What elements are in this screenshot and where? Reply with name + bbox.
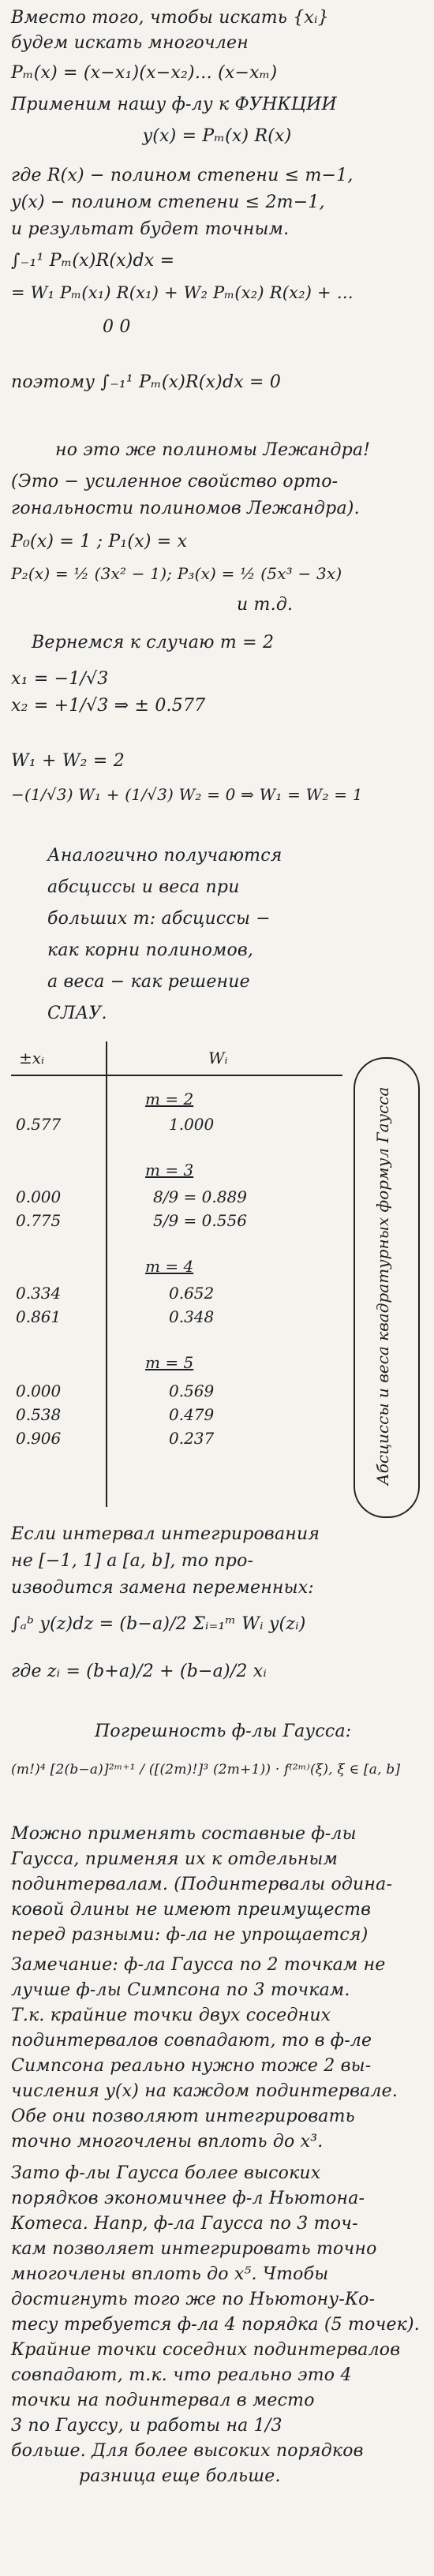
table-header-w: Wᵢ [208, 1049, 228, 1067]
table-cell-x: 0.334 [16, 1284, 62, 1303]
note-line: гональности полиномов Лежандра). [11, 499, 360, 518]
note-line: будем искать многочлен [11, 33, 249, 53]
table-m-label: m = 5 [145, 1353, 194, 1372]
note-line: больше. Для более высоких порядков [11, 2441, 364, 2461]
note-line: 0 0 [103, 317, 131, 337]
note-line: точки на подинтервал в место [11, 2391, 315, 2410]
table-cell-x: 0.000 [16, 1187, 62, 1206]
note-line: −(1/√3) W₁ + (1/√3) W₂ = 0 ⇒ W₁ = W₂ = 1 [11, 785, 363, 804]
note-line: y(x) − полином степени ≤ 2m−1, [11, 193, 325, 212]
note-line: = W₁ Pₘ(x₁) R(x₁) + W₂ Pₘ(x₂) R(x₂) + … [11, 283, 354, 302]
note-line: 3 по Гауссу, и работы на 1/3 [11, 2416, 282, 2436]
note-line: ∫ₐᵇ y(z)dz = (b−a)/2 Σᵢ₌₁ᵐ Wᵢ y(zᵢ) [11, 1614, 306, 1634]
note-line: совпадают, т.к. что реально это 4 [11, 2365, 352, 2385]
note-line: лучше ф-лы Симпсона по 3 точкам. [11, 1980, 350, 2000]
note-line: Вместо того, чтобы искать {xᵢ} [11, 8, 329, 28]
note-line: Можно применять составные ф-лы [11, 1824, 357, 1844]
note-line: но это же полиномы Лежандра! [55, 440, 371, 460]
gauss-table [11, 1041, 342, 1507]
table-cell-w: 0.348 [169, 1307, 215, 1326]
note-line: Крайние точки соседних подинтервалов [11, 2340, 401, 2360]
note-line: достигнуть того же по Ньютону-Ко- [11, 2290, 376, 2309]
note-line: точно многочлены вплоть до x³. [11, 2132, 324, 2152]
note-line: Обе они позволяют интегрировать [11, 2107, 355, 2126]
error-title: Погрешность ф-лы Гаусса: [95, 1722, 352, 1741]
table-cell-x: 0.861 [16, 1307, 62, 1326]
note-line: кам позволяет интегрировать точно [11, 2239, 377, 2259]
note-line: Применим нашу ф-лу к ФУНКЦИИ [11, 95, 337, 114]
note-line: (Это − усиленное свойство орто- [11, 472, 339, 492]
side-note-text: Абсциссы и веса квадратурных формул Гаусса [373, 1086, 392, 1486]
note-line: подинтервалов совпадают, то в ф-ле [11, 2031, 372, 2051]
table-cell-w: 0.652 [169, 1284, 215, 1303]
note-line: Котеса. Напр, ф-ла Гаусса по 3 точ- [11, 2214, 358, 2234]
table-cell-x: 0.000 [16, 1381, 62, 1400]
table-cell-x: 0.577 [16, 1115, 62, 1134]
table-cell-x: 0.538 [16, 1405, 62, 1424]
note-line: где zᵢ = (b+a)/2 + (b−a)/2 xᵢ [11, 1662, 267, 1681]
note-line: где R(x) − полином степени ≤ m−1, [11, 166, 354, 185]
note-line: как корни полиномов, [47, 940, 254, 960]
note-line: и т.д. [237, 595, 294, 615]
note-line: поэтому ∫₋₁¹ Pₘ(x)R(x)dx = 0 [11, 372, 282, 392]
note-line: x₂ = +1/√3 ⇒ ± 0.577 [11, 696, 206, 716]
note-line: P₀(x) = 1 ; P₁(x) = x [11, 532, 188, 551]
note-line: Зато ф-лы Гаусса более высоких [11, 2163, 321, 2183]
note-line: Гаусса, применяя их к отдельным [11, 1849, 339, 1869]
table-cell-x: 0.775 [16, 1211, 62, 1230]
note-line: порядков экономичнее ф-л Ньютона- [11, 2189, 365, 2208]
note-line: многочлены вплоть до x⁵. Чтобы [11, 2264, 329, 2284]
note-line: перед разными: ф-ла не упрощается) [11, 1925, 369, 1945]
note-line: ∫₋₁¹ Pₘ(x)R(x)dx = [11, 251, 175, 271]
note-line: и результат будет точным. [11, 219, 290, 239]
note-line: Если интервал интегрирования [11, 1524, 320, 1544]
note-line: P₂(x) = ½ (3x² − 1); P₃(x) = ½ (5x³ − 3x) [11, 564, 342, 583]
note-line: больших m: абсциссы − [47, 909, 271, 929]
note-line: ковой длины не имеют преимуществ [11, 1900, 372, 1920]
note-line: изводится замена переменных: [11, 1578, 314, 1598]
table-m-label: m = 2 [145, 1090, 194, 1109]
note-line: разница еще больше. [79, 2466, 281, 2486]
error-formula: (m!)⁴ [2(b−a)]²ᵐ⁺¹ / ([(2m)!]³ (2m+1)) · f⁽²ᵐ⁾(ξ), ξ ∈ [a, b] [11, 1762, 401, 1778]
table-cell-w: 0.569 [169, 1381, 215, 1400]
note-line: СЛАУ. [47, 1004, 107, 1023]
note-line: Т.к. крайние точки двух соседних [11, 2006, 331, 2025]
note-line: Симпсона реально нужно тоже 2 вы- [11, 2056, 372, 2076]
note-line: тесу требуется ф-ла 4 порядка (5 точек). [11, 2315, 420, 2335]
note-line: не [−1, 1] а [a, b], то про- [11, 1551, 254, 1571]
note-line: Pₘ(x) = (x−x₁)(x−x₂)… (x−xₘ) [11, 63, 278, 83]
note-line: подинтервалам. (Подинтервалы одина- [11, 1875, 393, 1894]
table-cell-w: 5/9 = 0.556 [153, 1211, 247, 1230]
table-header-x: ±xᵢ [19, 1049, 45, 1067]
table-cell-w: 0.479 [169, 1405, 215, 1424]
table-m-label: m = 4 [145, 1257, 194, 1276]
note-line: числения y(x) на каждом подинтервале. [11, 2081, 398, 2101]
table-m-label: m = 3 [145, 1161, 194, 1180]
table-cell-x: 0.906 [16, 1429, 62, 1448]
note-line: абсциссы и веса при [47, 877, 240, 897]
table-divider-horizontal [11, 1075, 342, 1076]
note-line: Вернемся к случаю m = 2 [32, 633, 275, 652]
table-cell-w: 1.000 [169, 1115, 215, 1134]
note-line: y(x) = Pₘ(x) R(x) [142, 126, 292, 146]
table-cell-w: 8/9 = 0.889 [153, 1187, 247, 1206]
table-cell-w: 0.237 [169, 1429, 215, 1448]
note-line: Замечание: ф-ла Гаусса по 2 точкам не [11, 1955, 386, 1975]
note-line: W₁ + W₂ = 2 [11, 751, 125, 771]
note-line: x₁ = −1/√3 [11, 669, 109, 689]
note-line: Аналогично получаются [47, 846, 282, 866]
note-line: а веса − как решение [47, 972, 250, 992]
table-divider-vertical [106, 1041, 107, 1507]
